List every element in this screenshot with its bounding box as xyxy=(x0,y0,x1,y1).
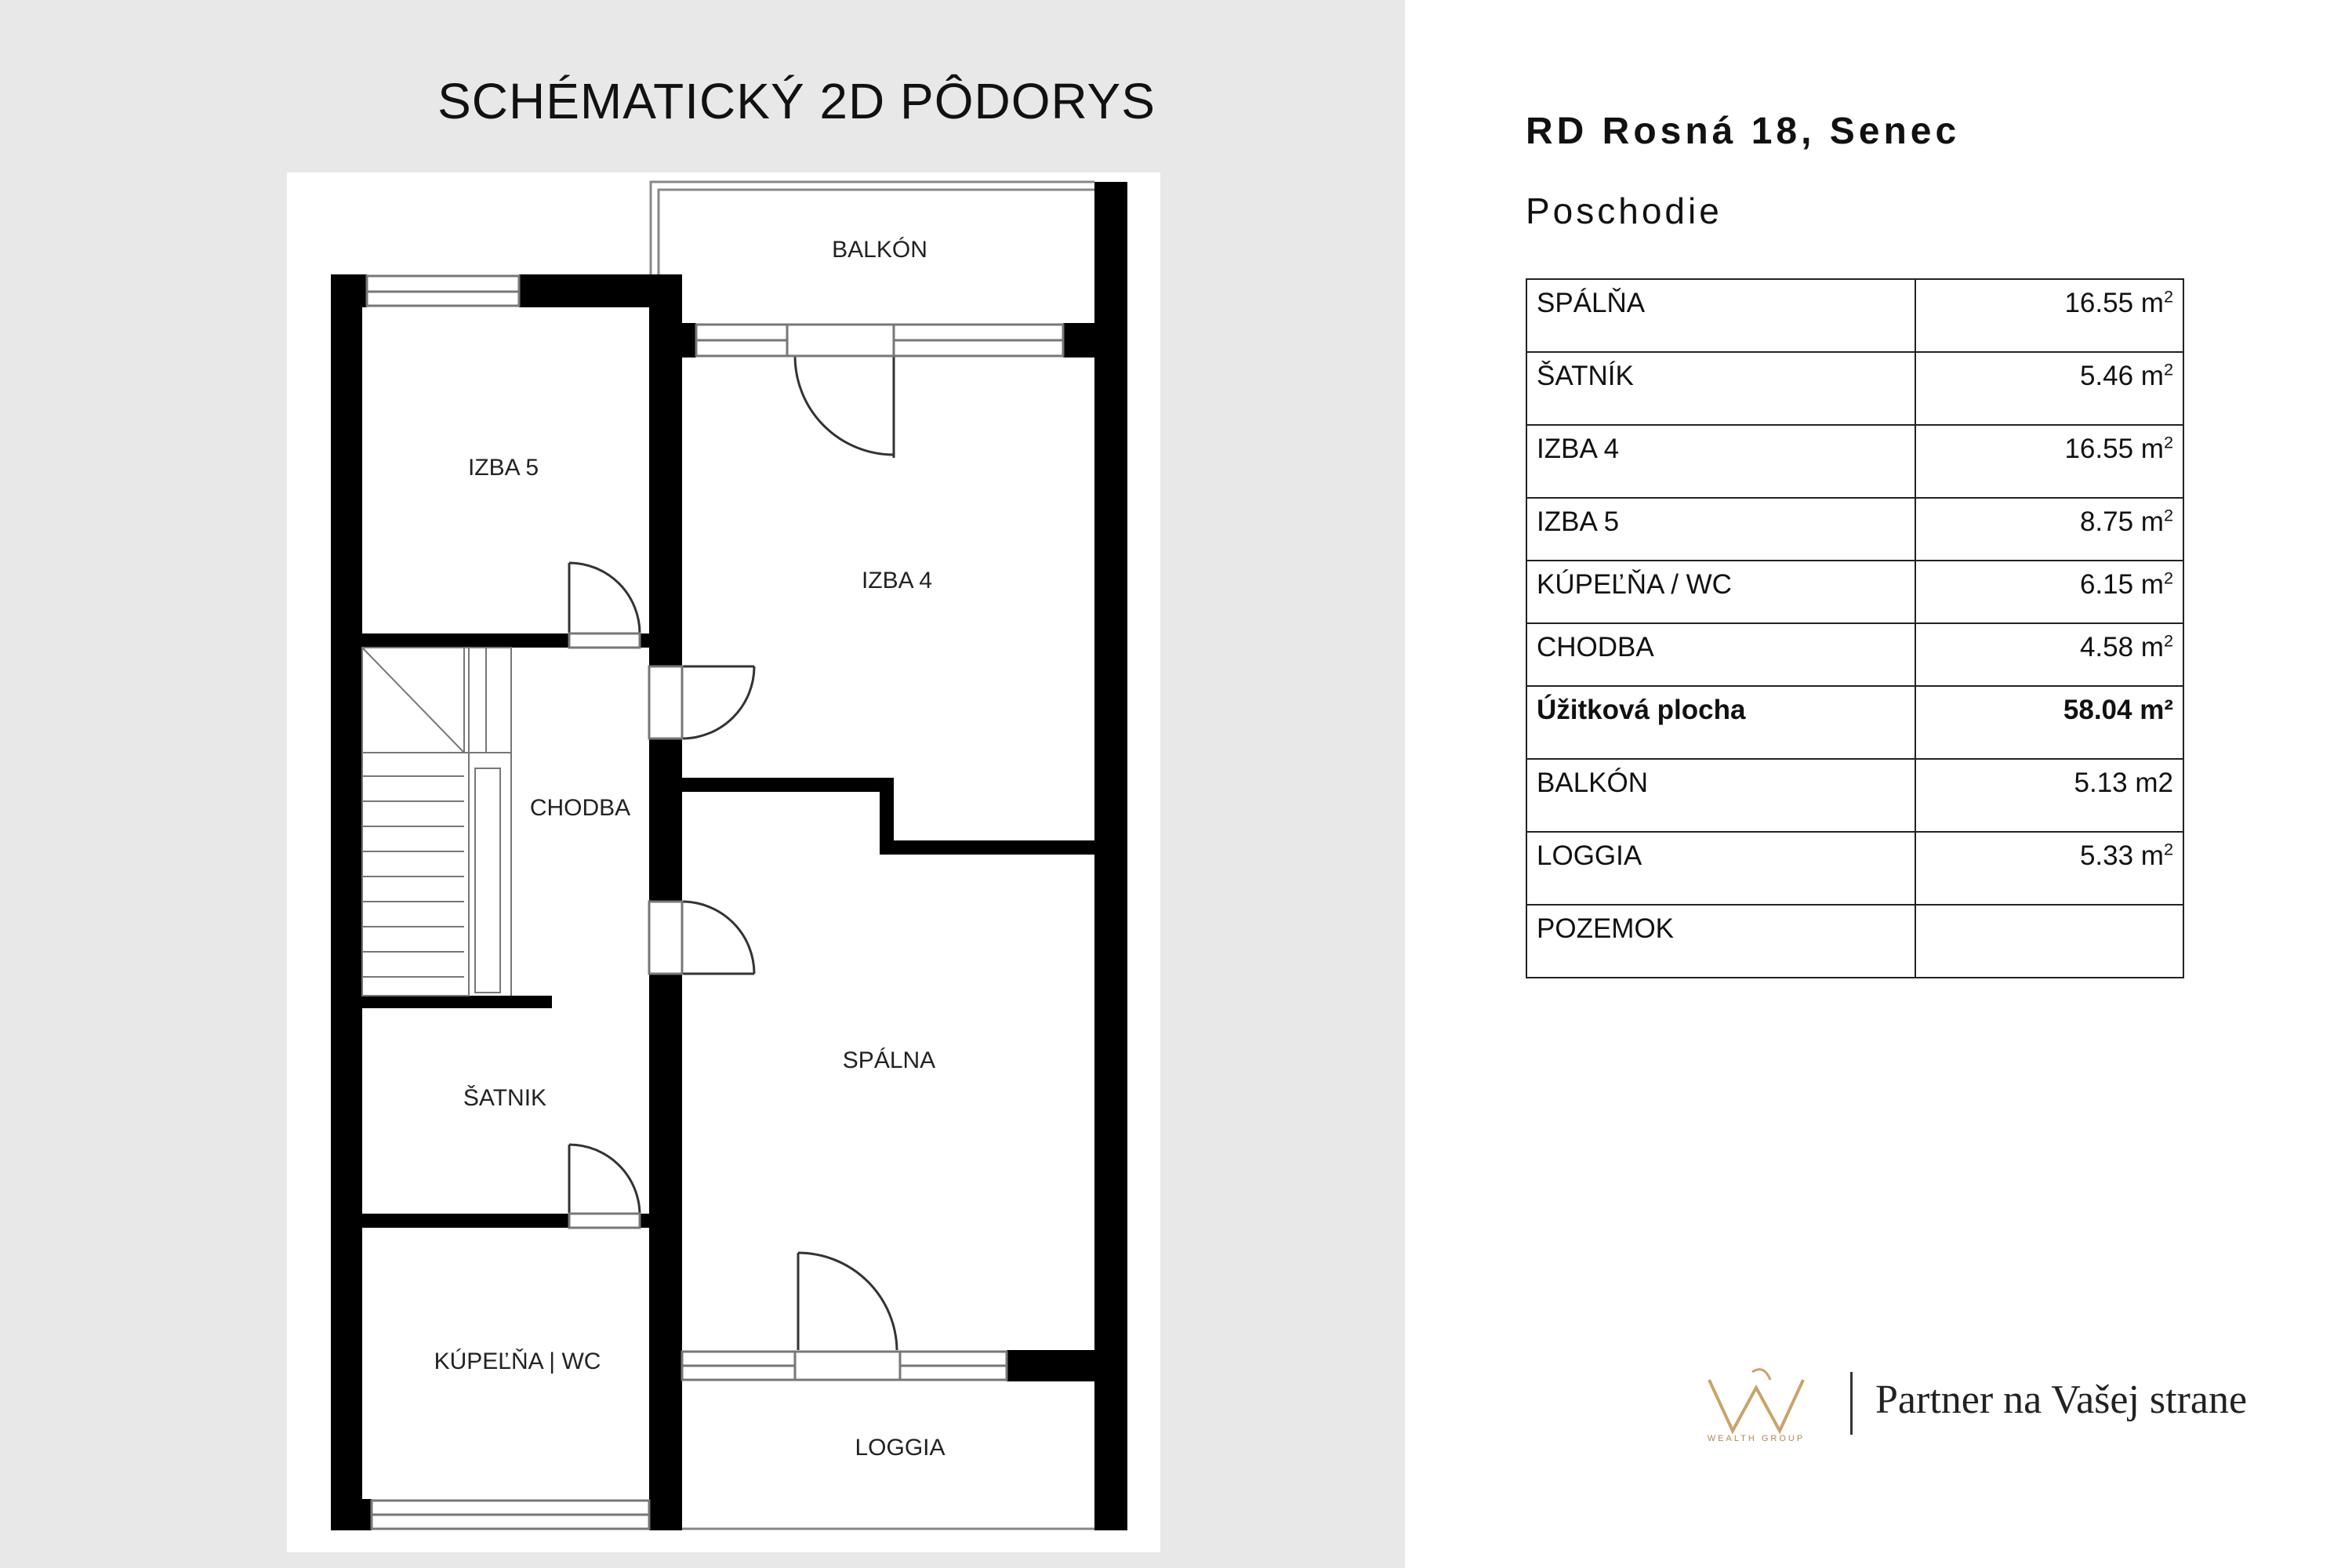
plan-title: SCHÉMATICKÝ 2D PÔDORYS xyxy=(437,73,1156,129)
area-label: CHODBA xyxy=(1526,623,1915,686)
area-table-row xyxy=(1526,352,2183,425)
area-unit-exponent: 2 xyxy=(2163,839,2173,859)
area-value-text: 4.58 m xyxy=(2079,632,2164,662)
area-unit-exponent: 2 xyxy=(2163,568,2173,588)
area-value xyxy=(1915,279,2183,352)
area-label: POZEMOK xyxy=(1526,905,1915,978)
area-table xyxy=(1526,278,2184,978)
area-label: ŠATNÍK xyxy=(1526,352,1915,425)
area-value xyxy=(1915,561,2183,623)
room-label-kupelna: KÚPEĽŇA | WC xyxy=(434,1348,601,1374)
area-unit-exponent: 2 xyxy=(2163,432,2173,452)
area-table-row xyxy=(1526,759,2183,832)
area-label: BALKÓN xyxy=(1526,759,1915,832)
area-table-row xyxy=(1526,279,2183,352)
area-label: SPÁLŇA xyxy=(1526,279,1915,352)
room-label-spalna: SPÁLNA xyxy=(842,1047,936,1073)
area-table-row xyxy=(1526,498,2183,561)
brand-block xyxy=(1678,1348,2336,1443)
area-table-row xyxy=(1526,686,2183,759)
area-label: KÚPEĽŇA / WC xyxy=(1526,561,1915,623)
area-value-text: 58.04 m² xyxy=(2063,695,2173,725)
room-label-izba4: IZBA 4 xyxy=(861,568,933,593)
property-title: RD Rosná 18, Senec xyxy=(1526,111,1961,152)
area-value xyxy=(1915,352,2183,425)
area-value-text: 8.75 m xyxy=(2079,506,2164,537)
room-label-izba5: IZBA 5 xyxy=(467,455,539,481)
area-value xyxy=(1915,905,2183,978)
room-label-balkon: BALKÓN xyxy=(832,237,927,263)
room-label-chodba: CHODBA xyxy=(529,795,631,821)
brand-divider xyxy=(1850,1372,1853,1435)
area-value-text: 5.46 m xyxy=(2079,361,2164,391)
area-unit-exponent: 2 xyxy=(2163,359,2173,379)
area-value-text: 16.55 m xyxy=(2064,288,2164,318)
room-label-satnik: ŠATNIK xyxy=(463,1085,547,1111)
brand-tagline: Partner na Vašej strane xyxy=(1875,1377,2248,1422)
area-value-text: 6.15 m xyxy=(2079,569,2164,600)
area-table-row xyxy=(1526,425,2183,498)
area-table-row xyxy=(1526,561,2183,623)
area-value xyxy=(1915,686,2183,759)
area-label: Úžitková plocha xyxy=(1526,686,1915,759)
area-value-text: 5.13 m2 xyxy=(2074,768,2173,798)
area-label: IZBA 5 xyxy=(1526,498,1915,561)
plan-paper xyxy=(287,172,1160,1552)
area-label: LOGGIA xyxy=(1526,832,1915,905)
wealth-group-logo xyxy=(1678,1356,1835,1443)
area-label: IZBA 4 xyxy=(1526,425,1915,498)
area-unit-exponent: 2 xyxy=(2163,630,2173,651)
logo-subtitle: WEALTH GROUP xyxy=(1707,1434,1806,1443)
area-unit-exponent: 2 xyxy=(2163,286,2173,307)
area-value xyxy=(1915,498,2183,561)
area-value xyxy=(1915,623,2183,686)
area-value-text: 5.33 m xyxy=(2079,840,2164,871)
area-value-text: 16.55 m xyxy=(2064,434,2164,464)
area-value xyxy=(1915,759,2183,832)
area-value xyxy=(1915,832,2183,905)
room-label-loggia: LOGGIA xyxy=(855,1435,946,1461)
area-table-row xyxy=(1526,623,2183,686)
area-table-row xyxy=(1526,832,2183,905)
area-value xyxy=(1915,425,2183,498)
floor-label: Poschodie xyxy=(1526,191,1722,231)
area-unit-exponent: 2 xyxy=(2163,505,2173,525)
area-table-row xyxy=(1526,905,2183,978)
